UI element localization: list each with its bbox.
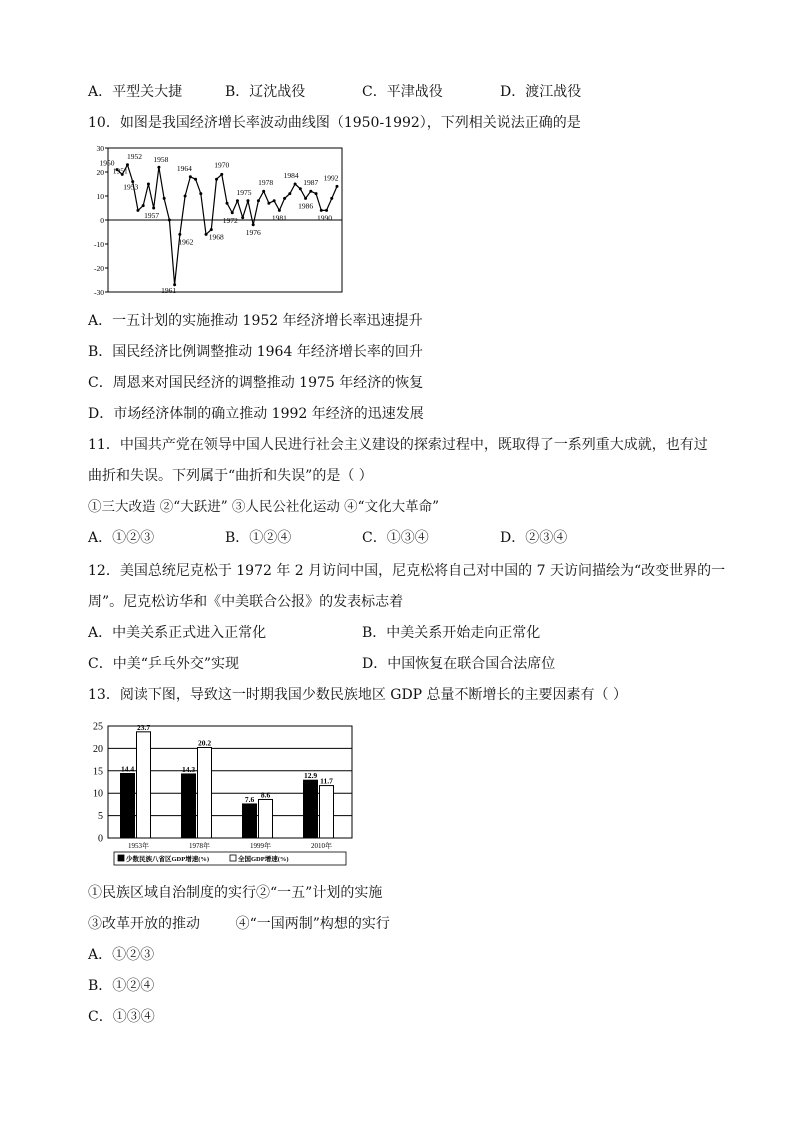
y-tick-label: -30 bbox=[94, 288, 104, 297]
x-tick-label: 1978年 bbox=[189, 842, 210, 850]
data-point bbox=[142, 204, 145, 207]
q11-stem-line2: 曲折和失误。下列属于“曲折和失误”的是（ ） bbox=[88, 468, 373, 484]
bar-national-2 bbox=[259, 799, 273, 838]
bar-national-3 bbox=[320, 786, 334, 838]
data-point bbox=[252, 223, 255, 226]
data-point bbox=[157, 166, 160, 169]
year-label-1952: 1952 bbox=[126, 151, 142, 161]
q10-stem: 10．如图是我国经济增长率波动曲线图（1950-1992），下列相关说法正确的是 bbox=[88, 115, 581, 131]
q13-stem: 13．阅读下图，导致这一时期我国少数民族地区 GDP 总量不断增长的主要因素有（ ） bbox=[88, 687, 627, 703]
year-label-1957: 1957 bbox=[144, 211, 160, 220]
bar-value-label: 8.6 bbox=[260, 790, 271, 800]
data-point bbox=[189, 175, 192, 178]
year-label-1990: 1990 bbox=[317, 213, 333, 223]
data-point bbox=[220, 173, 223, 176]
year-label-1992: 1992 bbox=[323, 173, 339, 183]
data-point bbox=[178, 233, 181, 236]
year-label-1951: 1951 bbox=[112, 166, 128, 176]
bar-minority-1 bbox=[182, 774, 196, 838]
data-point bbox=[283, 197, 286, 200]
y-tick-label: 20 bbox=[93, 743, 103, 755]
y-tick-label: 20 bbox=[96, 168, 104, 177]
y-tick-label: 5 bbox=[98, 811, 103, 823]
year-label-1972: 1972 bbox=[222, 215, 238, 225]
year-label-1987: 1987 bbox=[303, 178, 319, 188]
q13-option-a: A．①②③ bbox=[88, 947, 155, 963]
bar-value-label: 11.7 bbox=[320, 776, 333, 786]
legend-swatch bbox=[118, 855, 124, 861]
bar-national-0 bbox=[137, 732, 151, 838]
data-point bbox=[278, 209, 281, 212]
data-point bbox=[309, 190, 312, 193]
q11-stem-line1: 11．中国共产党在领导中国人民进行社会主义建设的探索过程中，既取得了一系列重大成就，也有过 bbox=[88, 437, 708, 453]
bar-value-label: 7.6 bbox=[244, 794, 255, 804]
y-tick-label: 30 bbox=[96, 144, 104, 153]
data-point bbox=[152, 207, 155, 210]
q9-option-c: C．平津战役 bbox=[362, 84, 443, 100]
q12-stem-line1: 12．美国总统尼克松于 1972 年 2 月访问中国，尼克松将自己对中国的 7 天访问描绘为“改变世界的一 bbox=[88, 563, 726, 579]
year-label-1984: 1984 bbox=[283, 171, 299, 180]
data-point bbox=[299, 187, 302, 190]
y-tick-label: -10 bbox=[94, 240, 104, 249]
q13-option-c: C．①③④ bbox=[88, 1009, 155, 1025]
q11-option-c: C．①③④ bbox=[362, 530, 429, 546]
data-point bbox=[210, 228, 213, 231]
q12-option-c: C．中美“乒乓外交”实现 bbox=[88, 656, 240, 672]
year-label-1964: 1964 bbox=[176, 163, 192, 173]
year-label-1976: 1976 bbox=[245, 227, 261, 237]
q12-option-b: B．中美关系开始走向正常化 bbox=[362, 625, 541, 641]
data-point bbox=[320, 209, 323, 212]
q9-option-b: B．辽沈战役 bbox=[225, 84, 306, 100]
bar-value-label: 12.9 bbox=[303, 771, 318, 781]
q13-option-b: B．①②④ bbox=[88, 978, 155, 994]
legend-label: 少数民族八省区GDP增速(%) bbox=[126, 856, 210, 863]
data-point bbox=[226, 202, 229, 205]
year-label-1962: 1962 bbox=[178, 237, 194, 247]
data-point bbox=[136, 209, 139, 212]
data-point bbox=[336, 185, 339, 188]
q11-option-a: A．①②③ bbox=[88, 530, 155, 546]
y-tick-label: 0 bbox=[100, 216, 104, 225]
data-point bbox=[147, 183, 150, 186]
y-tick-label: 10 bbox=[96, 192, 104, 201]
legend-swatch bbox=[230, 855, 236, 861]
q9-option-a: A．平型关大捷 bbox=[88, 84, 183, 100]
bar-value-label: 23.7 bbox=[136, 722, 151, 732]
data-point bbox=[304, 197, 307, 200]
data-point bbox=[184, 195, 187, 198]
data-point bbox=[288, 192, 291, 195]
year-label-1950: 1950 bbox=[99, 158, 115, 168]
data-point bbox=[267, 202, 270, 205]
year-label-1986: 1986 bbox=[298, 201, 314, 211]
data-point bbox=[236, 199, 239, 202]
data-point bbox=[294, 183, 297, 186]
data-point bbox=[163, 197, 166, 200]
x-tick-label: 2010年 bbox=[311, 842, 332, 850]
bar-minority-3 bbox=[304, 780, 318, 838]
q10-option-b: B．国民经济比例调整推动 1964 年经济增长率的回升 bbox=[88, 344, 423, 360]
q13-items-line2: ③改革开放的推动 ④“一国两制”构想的实行 bbox=[88, 916, 390, 932]
year-label-1970: 1970 bbox=[214, 160, 230, 170]
bar-minority-0 bbox=[121, 773, 135, 838]
year-label-1968: 1968 bbox=[208, 232, 224, 242]
growth-rate-line-chart bbox=[86, 142, 348, 298]
year-label-1953: 1953 bbox=[123, 182, 139, 192]
data-point bbox=[315, 192, 318, 195]
q12-stem-line2: 周”。尼克松访华和《中美联合公报》的发表标志着 bbox=[88, 594, 404, 610]
year-label-1981: 1981 bbox=[271, 213, 287, 223]
q10-option-a: A．一五计划的实施推动 1952 年经济增长率迅速提升 bbox=[88, 313, 423, 329]
gdp-growth-bar-chart bbox=[86, 718, 360, 872]
bar-value-label: 20.2 bbox=[197, 738, 212, 748]
data-point bbox=[194, 178, 197, 181]
q12-option-d: D．中国恢复在联合国合法席位 bbox=[362, 656, 556, 672]
q12-option-a: A．中美关系正式进入正常化 bbox=[88, 625, 267, 641]
bar-value-label: 14.4 bbox=[120, 764, 135, 774]
data-point bbox=[241, 216, 244, 219]
bar-value-label: 14.3 bbox=[181, 764, 196, 774]
q10-option-d: D．市场经济体制的确立推动 1992 年经济的迅速发展 bbox=[88, 406, 424, 422]
year-label-1961: 1961 bbox=[161, 285, 177, 295]
y-tick-label: 10 bbox=[93, 788, 103, 800]
x-tick-label: 1953年 bbox=[128, 842, 149, 850]
data-point bbox=[262, 190, 265, 193]
year-label-1975: 1975 bbox=[236, 187, 252, 197]
year-label-1958: 1958 bbox=[153, 155, 169, 165]
data-point bbox=[330, 197, 333, 200]
q11-option-b: B．①②④ bbox=[225, 530, 292, 546]
data-point bbox=[231, 211, 234, 214]
data-point bbox=[246, 199, 249, 202]
data-point bbox=[199, 192, 202, 195]
y-tick-label: -20 bbox=[94, 264, 104, 273]
data-point bbox=[205, 233, 208, 236]
y-tick-label: 15 bbox=[93, 766, 103, 778]
data-point bbox=[168, 219, 171, 222]
y-tick-label: 0 bbox=[98, 833, 103, 845]
data-point bbox=[273, 199, 276, 202]
year-label-1978: 1978 bbox=[258, 178, 274, 188]
legend-label: 全国GDP增速(%) bbox=[238, 856, 289, 863]
q9-option-d: D．渡江战役 bbox=[500, 84, 582, 100]
bar-minority-2 bbox=[243, 804, 257, 838]
q11-option-d: D．②③④ bbox=[500, 530, 568, 546]
x-tick-label: 1999年 bbox=[250, 842, 271, 850]
q13-items-line1: ①民族区域自治制度的实行②“一五”计划的实施 bbox=[88, 885, 383, 901]
q10-option-c: C．周恩来对国民经济的调整推动 1975 年经济的恢复 bbox=[88, 375, 424, 391]
data-point bbox=[257, 199, 260, 202]
data-point bbox=[215, 178, 218, 181]
bar-national-1 bbox=[198, 748, 212, 838]
y-tick-label: 25 bbox=[93, 721, 103, 733]
q11-items: ①三大改造 ②“大跃进” ③人民公社化运动 ④“文化大革命” bbox=[88, 499, 439, 515]
data-point bbox=[325, 209, 328, 212]
